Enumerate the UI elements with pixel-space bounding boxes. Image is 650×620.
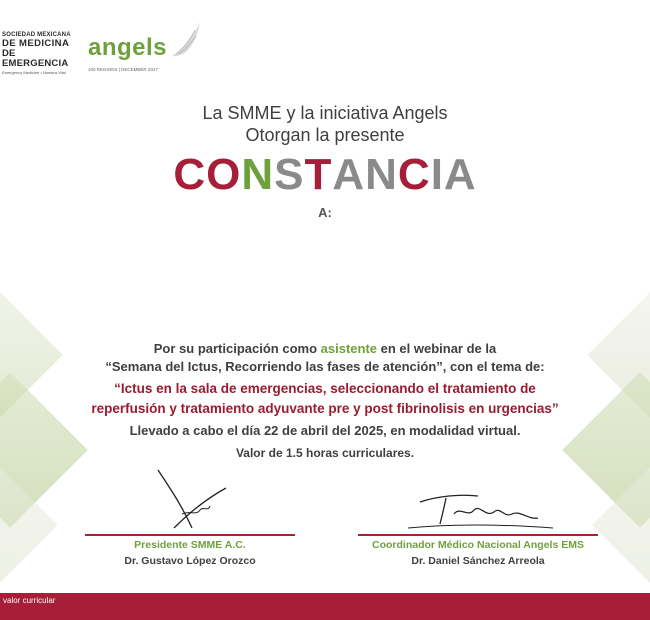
topic-line-1: “Ictus en la sala de emergencias, seleccionando el tratamiento de	[114, 381, 536, 396]
title-part: AN	[332, 150, 398, 199]
certificate-title	[0, 150, 650, 200]
signatory-name-right: Dr. Daniel Sánchez Arreola	[411, 555, 545, 567]
footer-text: valor curricular	[3, 596, 56, 605]
wing-icon	[168, 20, 204, 60]
signatory-role-left: Presidente SMME A.C.	[134, 539, 246, 551]
smme-logo-line3: DE EMERGENCIA	[2, 48, 69, 69]
title-part: S	[274, 150, 305, 199]
recipient-label: A:	[318, 205, 332, 220]
signatory-name-left: Dr. Gustavo López Orozco	[124, 555, 256, 567]
smme-logo-tagline: Emergency Medicine • Nuestra Vital	[2, 70, 66, 75]
signatory-role-right: Coordinador Médico Nacional Angels EMS	[372, 539, 584, 551]
body-line-1-post: en el webinar de la	[377, 341, 497, 356]
event-date-line: Llevado a cabo el día 22 de abril del 2025, en modalidad virtual.	[129, 423, 521, 438]
smme-logo-line2: DE MEDICINA	[2, 38, 70, 49]
signature-right-icon	[388, 484, 568, 534]
angels-logo-subtitle: 100 REGIONS | DECEMBER 2027	[88, 67, 158, 72]
intro-line-1: La SMME y la iniciativa Angels	[202, 103, 448, 123]
signature-left-icon	[130, 466, 250, 534]
title-part: CO	[173, 150, 242, 199]
smme-logo	[2, 32, 82, 76]
attendee-highlight: asistente	[320, 341, 378, 356]
title-part: N	[241, 150, 275, 199]
signature-block-left	[70, 466, 310, 567]
smme-logo-line1: SOCIEDAD MEXICANA	[2, 32, 71, 38]
signature-block-right	[358, 484, 598, 567]
title-part: T	[304, 150, 333, 199]
body-line-2: “Semana del Ictus, Recorriendo las fases de atención”, con el tema de:	[105, 359, 545, 374]
angels-logo	[88, 20, 208, 80]
body-line-1	[0, 341, 650, 356]
title-part: C	[397, 150, 431, 199]
body-line-1-pre: Por su participación como	[153, 341, 321, 356]
signature-line-left	[85, 534, 295, 536]
footer-bar	[0, 593, 650, 620]
angels-logo-word: angels	[88, 34, 168, 61]
intro-line-2: Otorgan la presente	[245, 125, 405, 145]
topic-line-2: reperfusión y tratamiento adyuvante pre y post fibrinolisis en urgencias”	[91, 401, 559, 416]
signature-line-right	[358, 534, 598, 536]
credit-hours-line: Valor de 1.5 horas curriculares.	[235, 446, 415, 460]
title-part: IA	[430, 150, 477, 199]
